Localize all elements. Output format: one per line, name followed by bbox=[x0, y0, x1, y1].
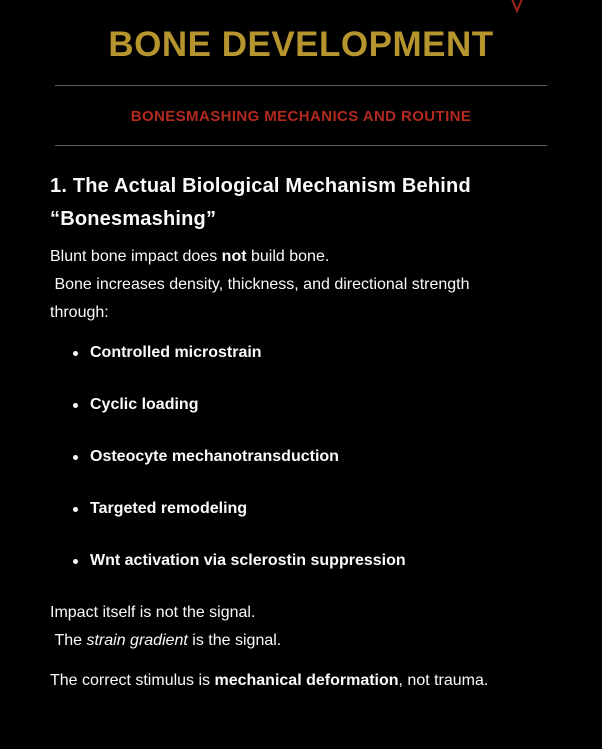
list-item bbox=[90, 495, 552, 523]
section-heading: 1. The Actual Biological Mechanism Behind “Bonesmashing” bbox=[50, 175, 471, 230]
intro-paragraph: Blunt bone impact does not build bone. Bone increases density, thickness, and directional strength through: bbox=[50, 248, 470, 321]
list-item-label: Controlled microstrain bbox=[90, 344, 262, 361]
signal-paragraph: Impact itself is not the signal. The strain gradient is the signal. bbox=[50, 604, 282, 649]
divider-top bbox=[55, 85, 547, 86]
list-item-label: Wnt activation via sclerostin suppression bbox=[90, 552, 406, 569]
conclusion-paragraph: The correct stimulus is mechanical deformation, not trauma. bbox=[50, 672, 489, 689]
list-item bbox=[90, 443, 552, 471]
mechanism-list bbox=[50, 339, 552, 575]
list-item bbox=[90, 339, 552, 367]
article-body bbox=[0, 170, 602, 695]
list-item bbox=[90, 391, 552, 419]
page-title: BONE DEVELOPMENT bbox=[108, 25, 494, 64]
list-item-label: Targeted remodeling bbox=[90, 500, 248, 517]
chevron-down-icon[interactable] bbox=[506, 0, 528, 13]
page-header bbox=[0, 24, 602, 146]
list-item-label: Cyclic loading bbox=[90, 396, 199, 413]
page-subtitle: BONESMASHING MECHANICS AND ROUTINE bbox=[130, 108, 472, 125]
divider-bottom bbox=[55, 145, 547, 146]
list-item bbox=[90, 547, 552, 575]
list-item-label: Osteocyte mechanotransduction bbox=[90, 448, 339, 465]
